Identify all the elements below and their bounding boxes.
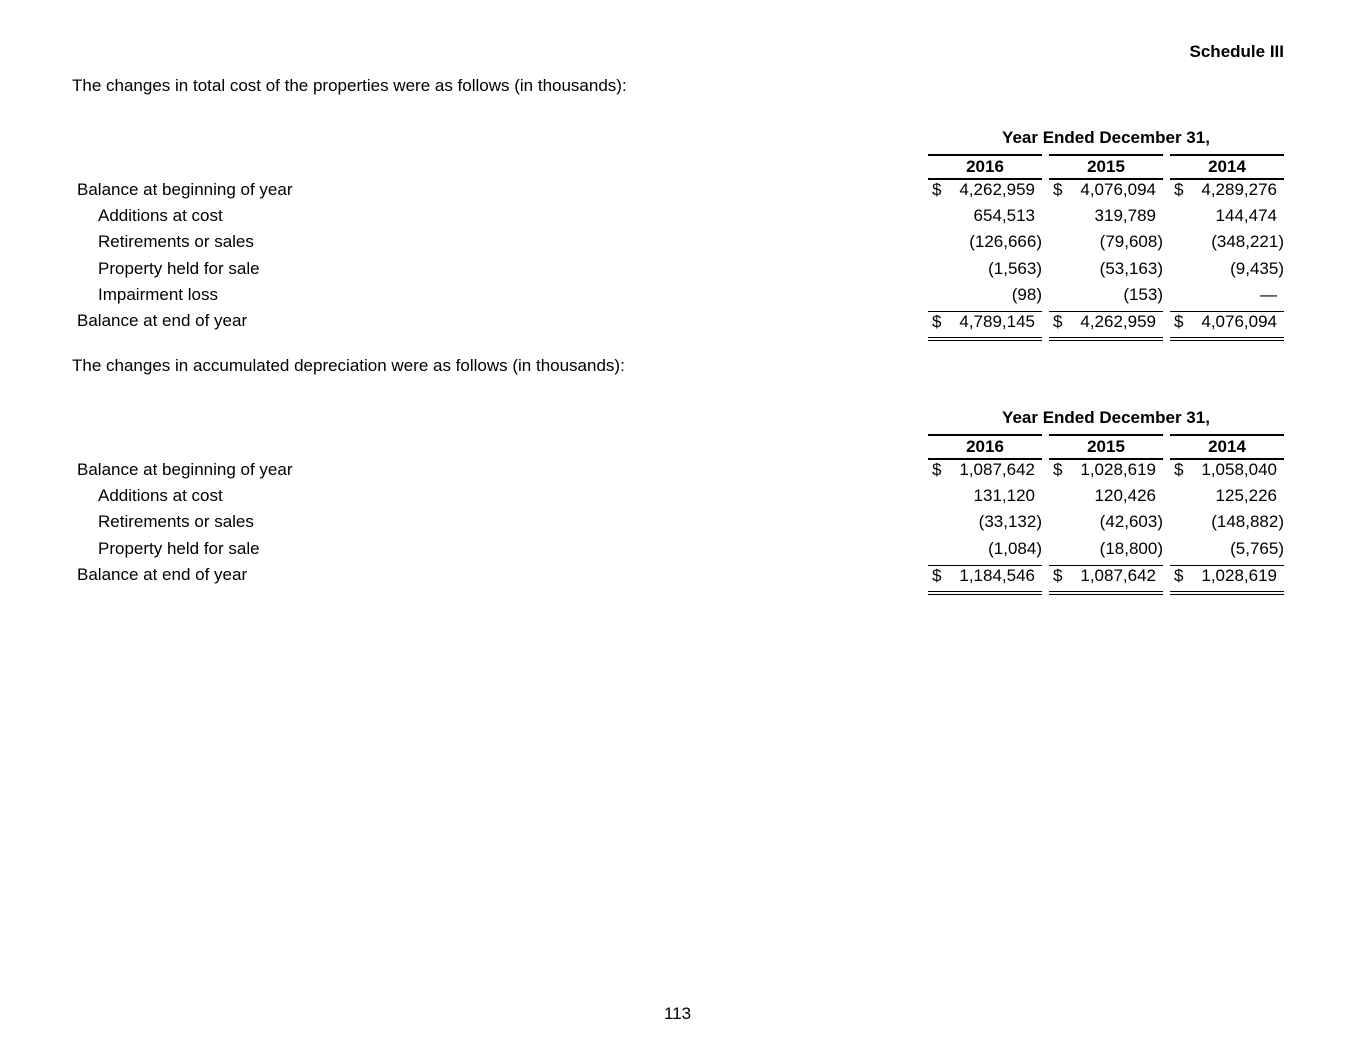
table-intro: The changes in accumulated depreciation were as follows (in thousands): [72,356,625,375]
cell-value: (79,608) [1099,232,1163,252]
table-row [0,486,1355,512]
cell-value: 1,184,546 [959,565,1035,585]
value-cell [1049,285,1163,309]
value-cell [1049,259,1163,283]
cell-value: (98) [1011,284,1042,304]
value-cell [928,285,1042,309]
cell-value: 4,789,145 [959,312,1035,331]
year-header: 2016 [928,434,1042,460]
row-label: Retirements or sales [98,232,254,252]
year-header: 2014 [1170,154,1284,180]
currency-symbol: $ [1174,460,1184,479]
table-row [0,512,1355,538]
cell-value: (148,882) [1211,512,1284,532]
value-cell [928,232,1042,256]
table-row [0,206,1355,232]
page-number: 113 [663,1004,692,1023]
value-cell [1049,460,1163,484]
value-cell [1170,460,1284,484]
cell-value: 131,120 [973,486,1035,506]
row-label: Additions at cost [98,486,223,506]
table-row [0,460,1355,486]
value-cell [1170,512,1284,536]
cell-value: (1,084) [988,538,1042,558]
cell-value: (9,435) [1230,258,1284,278]
row-label: Property held for sale [98,538,260,558]
row-label: Impairment loss [98,284,218,304]
value-cell [1170,232,1284,256]
currency-symbol: $ [932,312,942,331]
table-row [0,180,1355,206]
currency-symbol: $ [1174,180,1184,199]
cell-value: 4,289,276 [1201,180,1277,199]
cell-value: 4,076,094 [1080,180,1156,199]
cell-value: (1,563) [988,258,1042,278]
cell-value: (53,163) [1099,258,1163,278]
cell-value: 4,076,094 [1201,312,1277,331]
cell-value: 1,087,642 [959,460,1035,479]
value-cell [928,206,1042,230]
value-cell [928,539,1042,563]
column-group-header: Year Ended December 31, [1002,408,1210,427]
year-header: 2015 [1049,434,1163,460]
cell-value: 1,028,619 [1201,565,1277,585]
value-cell [1049,206,1163,230]
value-cell [1170,539,1284,563]
table-row [0,259,1355,285]
value-cell [928,486,1042,510]
cell-value: (5,765) [1230,538,1284,558]
year-header: 2015 [1049,154,1163,180]
value-cell [928,311,1042,341]
cell-value: (18,800) [1099,538,1163,558]
row-label: Additions at cost [98,206,223,226]
value-cell [928,565,1042,595]
year-header: 2014 [1170,434,1284,460]
row-label: Balance at end of year [77,564,248,584]
value-cell [1170,206,1284,230]
row-label: Property held for sale [98,258,260,278]
value-cell [1170,180,1284,204]
value-cell [1170,259,1284,283]
row-label: Balance at beginning of year [77,460,293,479]
cell-value: 654,513 [973,206,1035,226]
table-row [0,565,1355,591]
value-cell [1170,565,1284,595]
year-header: 2016 [928,154,1042,180]
cell-value: 4,262,959 [1080,312,1156,331]
currency-symbol: $ [1053,312,1063,331]
value-cell [928,180,1042,204]
cell-value: — [1260,284,1277,304]
currency-symbol: $ [1053,180,1063,199]
currency-symbol: $ [1053,460,1063,479]
row-label: Retirements or sales [98,512,254,532]
value-cell [1049,180,1163,204]
value-cell [1049,539,1163,563]
value-cell [1170,311,1284,341]
row-label: Balance at beginning of year [77,180,293,199]
value-cell [928,259,1042,283]
cell-value: 1,028,619 [1080,460,1156,479]
currency-symbol: $ [1174,565,1184,585]
cell-value: (33,132) [978,512,1042,532]
column-group-header: Year Ended December 31, [1002,128,1210,147]
value-cell [1170,285,1284,309]
cell-value: 144,474 [1215,206,1277,226]
currency-symbol: $ [1174,312,1184,331]
table-row [0,232,1355,258]
value-cell [1049,565,1163,595]
cell-value: (42,603) [1099,512,1163,532]
cell-value: 4,262,959 [959,180,1035,199]
table-row [0,539,1355,565]
schedule-label: Schedule III [1189,42,1284,61]
table-row [0,311,1355,337]
value-cell [1049,311,1163,341]
table-row [0,285,1355,311]
cell-value: 1,087,642 [1080,565,1156,585]
table-intro: The changes in total cost of the properties were as follows (in thousands): [72,76,627,95]
cell-value: 125,226 [1215,486,1277,506]
value-cell [1049,512,1163,536]
value-cell [1170,486,1284,510]
row-label: Balance at end of year [77,311,248,330]
value-cell [928,512,1042,536]
currency-symbol: $ [1053,565,1063,585]
currency-symbol: $ [932,460,942,479]
cell-value: (153) [1123,284,1163,304]
currency-symbol: $ [932,565,942,585]
currency-symbol: $ [932,180,942,199]
value-cell [928,460,1042,484]
cell-value: 1,058,040 [1201,460,1277,479]
value-cell [1049,232,1163,256]
cell-value: 120,426 [1094,486,1156,506]
cell-value: 319,789 [1094,206,1156,226]
value-cell [1049,486,1163,510]
cell-value: (348,221) [1211,232,1284,252]
cell-value: (126,666) [969,232,1042,252]
